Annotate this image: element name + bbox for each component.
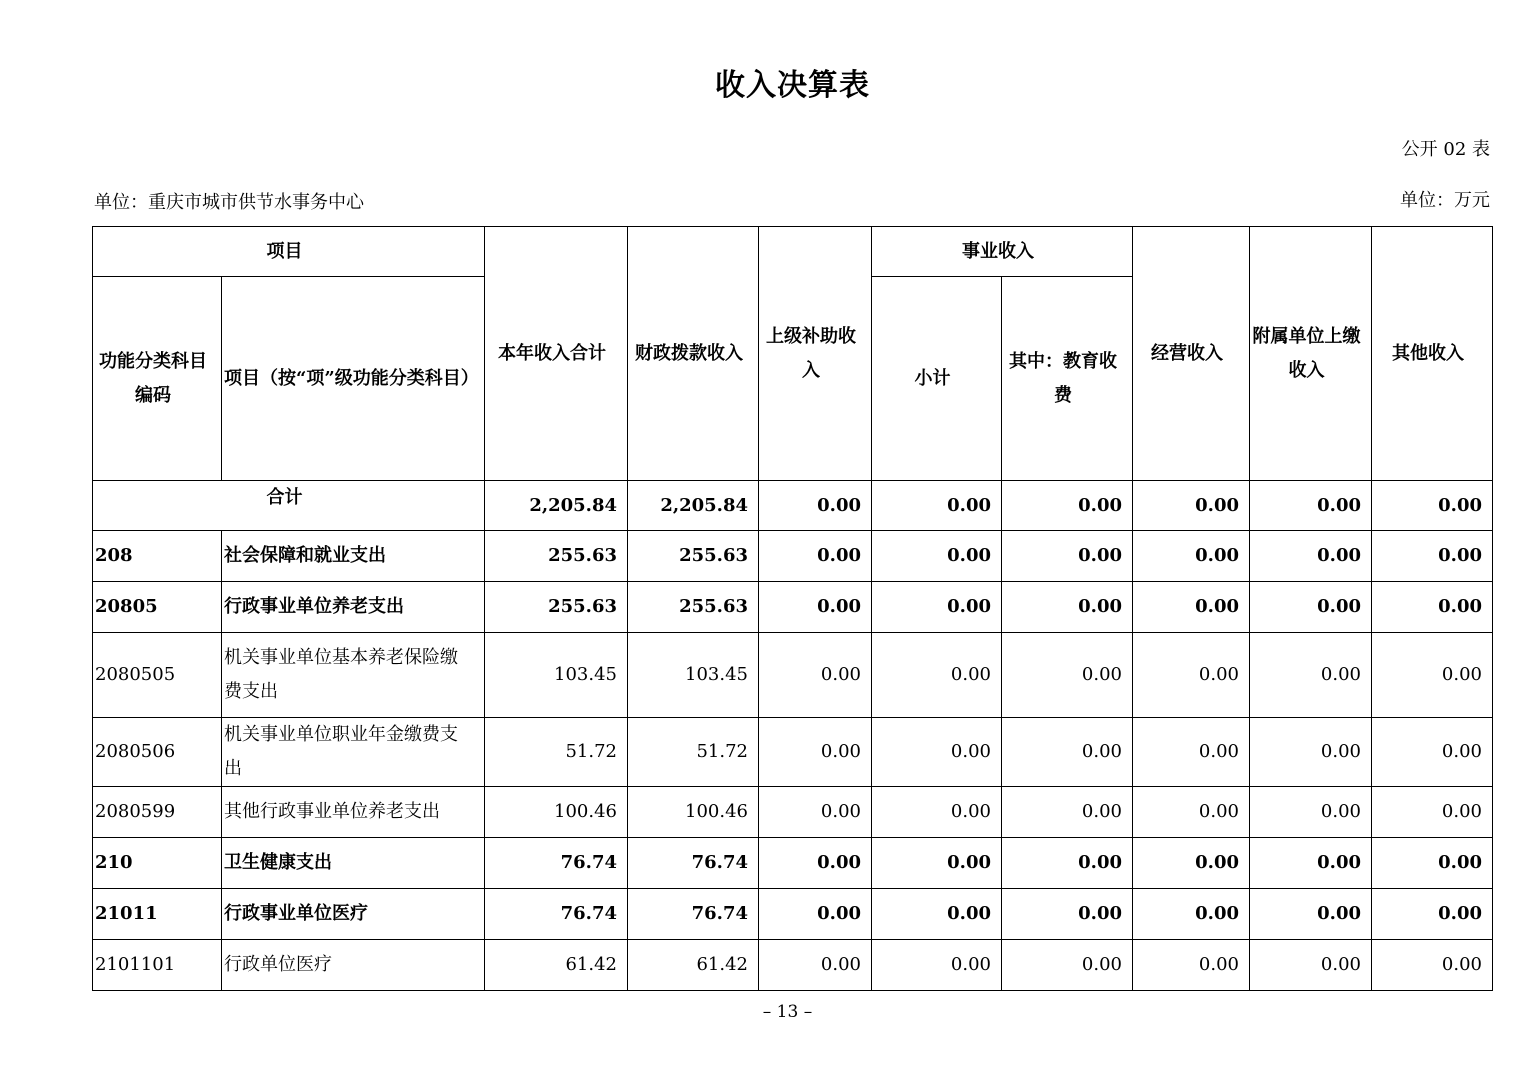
row-value: 76.74 (628, 889, 759, 940)
row-value: 0.00 (1372, 718, 1493, 787)
row-value: 0.00 (1002, 718, 1133, 787)
row-value: 0.00 (872, 838, 1002, 889)
total-cell: 0.00 (759, 481, 872, 531)
page-title: 收入决算表 (715, 68, 870, 103)
table-row (93, 633, 1493, 718)
table-row (93, 940, 1493, 991)
row-value: 0.00 (872, 889, 1002, 940)
currency-unit: 单位：万元 (1400, 190, 1490, 211)
row-name: 行政事业单位医疗 (222, 889, 485, 940)
row-value: 0.00 (1250, 940, 1372, 991)
row-value: 0.00 (1002, 940, 1133, 991)
row-value: 255.63 (628, 531, 759, 582)
row-code: 208 (93, 531, 222, 582)
row-value: 0.00 (872, 531, 1002, 582)
row-value: 0.00 (1250, 889, 1372, 940)
row-value: 0.00 (1250, 633, 1372, 718)
table-row (93, 838, 1493, 889)
header-fiscal: 财政拨款收入 (628, 227, 759, 481)
row-value: 0.00 (1133, 838, 1250, 889)
row-value: 0.00 (759, 838, 872, 889)
row-value: 0.00 (759, 940, 872, 991)
row-value: 76.74 (628, 838, 759, 889)
total-cell: 0.00 (1133, 481, 1250, 531)
row-value: 0.00 (1250, 582, 1372, 633)
row-value: 0.00 (1133, 889, 1250, 940)
total-row (93, 481, 1493, 531)
row-value: 0.00 (872, 582, 1002, 633)
reporting-unit: 单位：重庆市城市供节水事务中心 (94, 192, 364, 213)
total-cell: 2,205.84 (628, 481, 759, 531)
row-value: 100.46 (628, 787, 759, 838)
row-value: 0.00 (1372, 531, 1493, 582)
row-value: 0.00 (1372, 838, 1493, 889)
header-subtotal: 小计 (872, 277, 1002, 481)
row-name: 行政单位医疗 (222, 940, 485, 991)
row-name: 机关事业单位职业年金缴费支出 (222, 718, 485, 787)
table-row (93, 718, 1493, 787)
total-cell: 0.00 (1372, 481, 1493, 531)
row-value: 0.00 (872, 633, 1002, 718)
row-value: 103.45 (628, 633, 759, 718)
row-name: 卫生健康支出 (222, 838, 485, 889)
row-value: 0.00 (1372, 582, 1493, 633)
row-value: 0.00 (1250, 718, 1372, 787)
row-value: 0.00 (1372, 940, 1493, 991)
row-value: 0.00 (1372, 889, 1493, 940)
row-name: 机关事业单位基本养老保险缴费支出 (222, 633, 485, 718)
row-value: 0.00 (1372, 787, 1493, 838)
income-table (92, 226, 1493, 991)
row-value: 51.72 (628, 718, 759, 787)
row-value: 0.00 (759, 787, 872, 838)
row-code: 2101101 (93, 940, 222, 991)
total-label: 合计 (93, 481, 485, 531)
row-value: 0.00 (1133, 582, 1250, 633)
row-value: 0.00 (1002, 889, 1133, 940)
total-cell: 0.00 (1002, 481, 1133, 531)
row-name: 行政事业单位养老支出 (222, 582, 485, 633)
row-code: 210 (93, 838, 222, 889)
row-value: 0.00 (759, 633, 872, 718)
row-value: 0.00 (1250, 838, 1372, 889)
row-code: 20805 (93, 582, 222, 633)
row-value: 0.00 (1002, 582, 1133, 633)
row-value: 0.00 (1002, 633, 1133, 718)
row-value: 61.42 (628, 940, 759, 991)
row-value: 0.00 (1133, 787, 1250, 838)
row-value: 0.00 (1133, 718, 1250, 787)
row-name: 其他行政事业单位养老支出 (222, 787, 485, 838)
total-cell: 2,205.84 (485, 481, 628, 531)
table-row (93, 787, 1493, 838)
row-value: 51.72 (485, 718, 628, 787)
row-value: 0.00 (1372, 633, 1493, 718)
header-item: 项目（按“项”级功能分类科目） (222, 277, 485, 481)
row-value: 0.00 (872, 940, 1002, 991)
row-value: 0.00 (872, 718, 1002, 787)
row-code: 21011 (93, 889, 222, 940)
page-number: – 13 – (762, 1002, 813, 1022)
header-operating: 经营收入 (1133, 227, 1250, 481)
row-value: 0.00 (1002, 787, 1133, 838)
table-row (93, 531, 1493, 582)
row-value: 255.63 (485, 582, 628, 633)
row-value: 0.00 (759, 531, 872, 582)
row-value: 0.00 (1250, 531, 1372, 582)
table-row (93, 889, 1493, 940)
header-affiliated: 附属单位上缴收入 (1250, 227, 1372, 481)
row-value: 0.00 (1133, 531, 1250, 582)
header-other: 其他收入 (1372, 227, 1493, 481)
header-project: 项目 (93, 227, 485, 277)
row-value: 100.46 (485, 787, 628, 838)
row-value: 255.63 (628, 582, 759, 633)
row-value: 0.00 (1250, 787, 1372, 838)
table-row (93, 582, 1493, 633)
header-row-1 (93, 227, 1493, 277)
row-code: 2080505 (93, 633, 222, 718)
row-value: 0.00 (1133, 633, 1250, 718)
header-code: 功能分类科目编码 (93, 277, 222, 481)
row-value: 103.45 (485, 633, 628, 718)
header-superior: 上级补助收入 (759, 227, 872, 481)
total-cell: 0.00 (1250, 481, 1372, 531)
row-code: 2080506 (93, 718, 222, 787)
row-value: 0.00 (1002, 838, 1133, 889)
form-number: 公开 02 表 (1401, 139, 1490, 160)
row-value: 76.74 (485, 889, 628, 940)
row-value: 76.74 (485, 838, 628, 889)
total-cell: 0.00 (872, 481, 1002, 531)
row-value: 0.00 (1133, 940, 1250, 991)
header-education: 其中：教育收费 (1002, 277, 1133, 481)
row-value: 0.00 (872, 787, 1002, 838)
row-value: 255.63 (485, 531, 628, 582)
row-value: 0.00 (759, 889, 872, 940)
header-total: 本年收入合计 (485, 227, 628, 481)
row-value: 0.00 (1002, 531, 1133, 582)
row-code: 2080599 (93, 787, 222, 838)
row-value: 0.00 (759, 718, 872, 787)
row-value: 61.42 (485, 940, 628, 991)
row-value: 0.00 (759, 582, 872, 633)
header-business: 事业收入 (872, 227, 1133, 277)
row-name: 社会保障和就业支出 (222, 531, 485, 582)
